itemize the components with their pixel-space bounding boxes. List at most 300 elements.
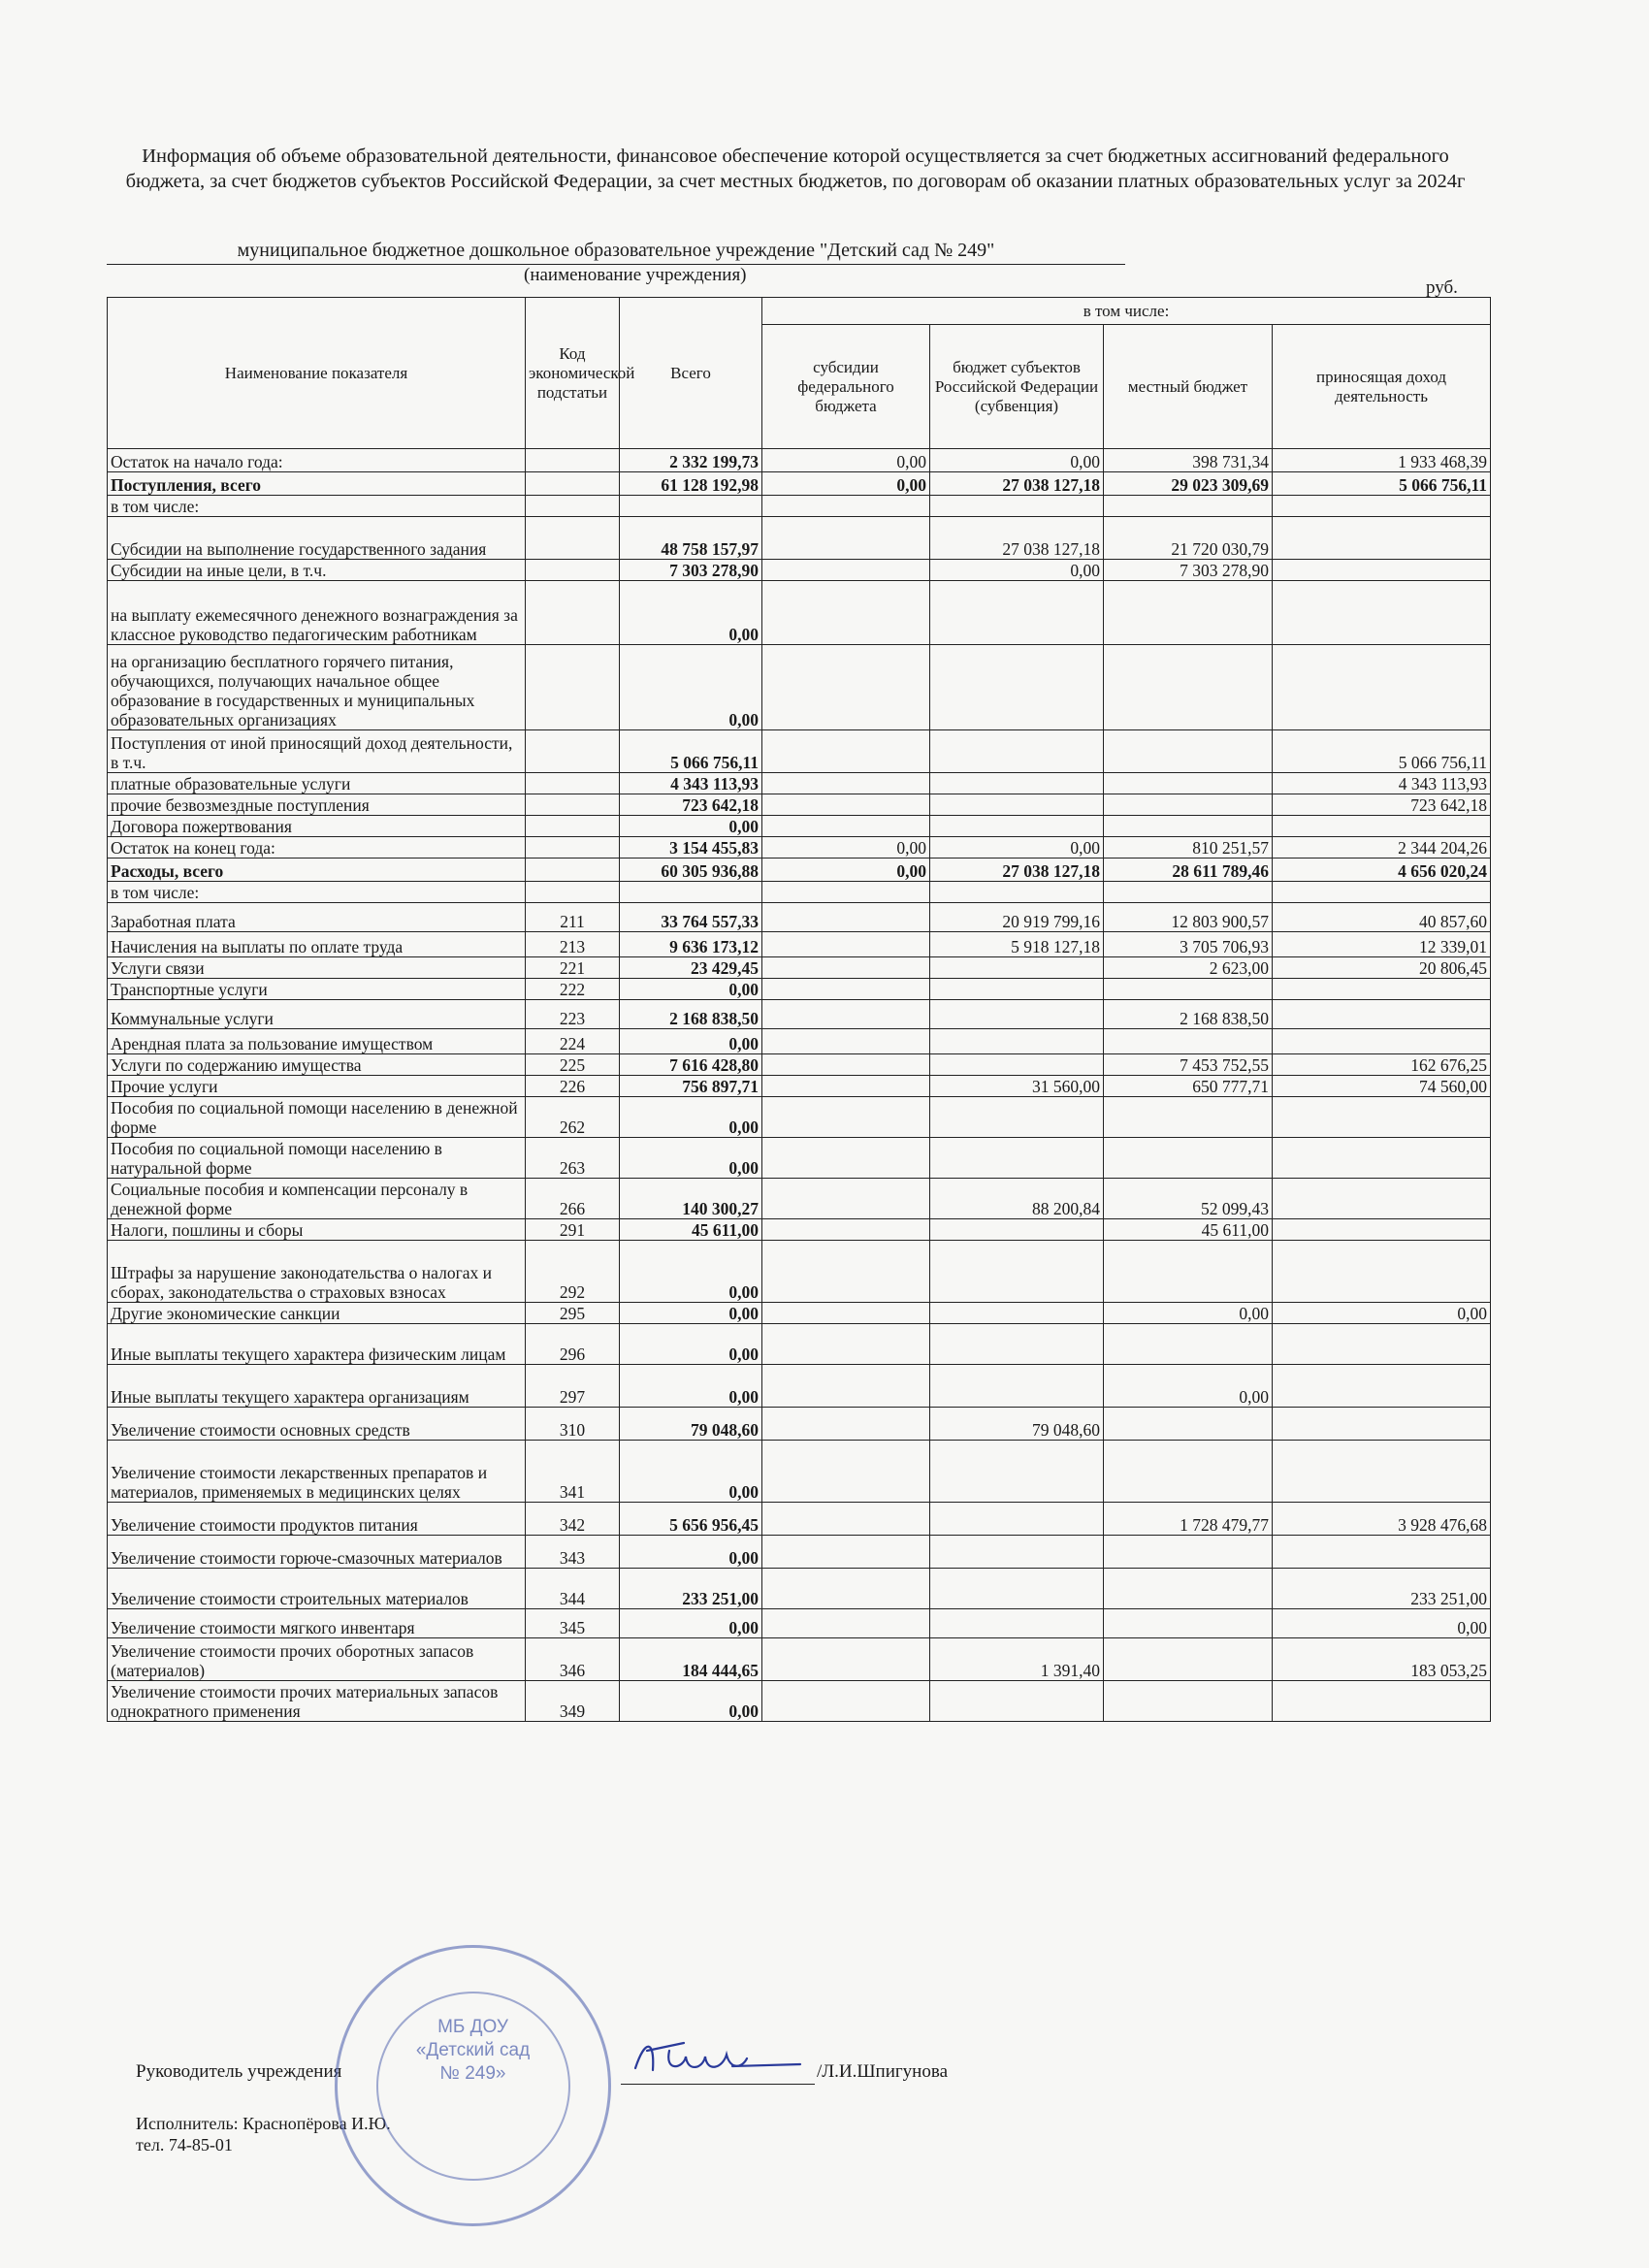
cell-regional xyxy=(930,581,1104,645)
cell-code: 211 xyxy=(526,903,620,932)
table-row xyxy=(108,1241,1491,1303)
header-including: в том числе: xyxy=(762,298,1491,325)
cell-total: 0,00 xyxy=(620,1441,762,1503)
cell-income xyxy=(1273,1408,1491,1441)
cell-name: Иные выплаты текущего характера физическим лицам xyxy=(108,1324,526,1365)
cell-total: 0,00 xyxy=(620,1303,762,1324)
cell-total xyxy=(620,882,762,903)
cell-federal xyxy=(762,1536,930,1569)
cell-regional: 0,00 xyxy=(930,837,1104,859)
cell-regional: 27 038 127,18 xyxy=(930,859,1104,882)
cell-name: Расходы, всего xyxy=(108,859,526,882)
currency-unit: руб. xyxy=(1426,277,1458,298)
cell-name: Субсидии на выполнение государственного задания xyxy=(108,517,526,560)
executor-name: Исполнитель: Краснопёрова И.Ю. xyxy=(136,2114,391,2133)
table-row xyxy=(108,903,1491,932)
cell-code xyxy=(526,472,620,496)
cell-income xyxy=(1273,1138,1491,1179)
cell-federal xyxy=(762,1638,930,1681)
table-row xyxy=(108,1138,1491,1179)
table-row xyxy=(108,1681,1491,1722)
cell-regional: 5 918 127,18 xyxy=(930,932,1104,957)
table-row xyxy=(108,1536,1491,1569)
cell-total: 23 429,45 xyxy=(620,957,762,979)
cell-code: 297 xyxy=(526,1365,620,1408)
cell-name: Пособия по социальной помощи населению в натуральной форме xyxy=(108,1138,526,1179)
cell-total: 0,00 xyxy=(620,1365,762,1408)
table-row xyxy=(108,1324,1491,1365)
cell-federal xyxy=(762,1503,930,1536)
cell-income xyxy=(1273,1179,1491,1219)
cell-code: 343 xyxy=(526,1536,620,1569)
table-row xyxy=(108,859,1491,882)
cell-local xyxy=(1104,1408,1273,1441)
cell-regional xyxy=(930,1569,1104,1609)
cell-income xyxy=(1273,1241,1491,1303)
cell-name: Услуги связи xyxy=(108,957,526,979)
table-row xyxy=(108,1638,1491,1681)
cell-income: 12 339,01 xyxy=(1273,932,1491,957)
cell-name: Субсидии на иные цели, в т.ч. xyxy=(108,560,526,581)
cell-code: 291 xyxy=(526,1219,620,1241)
cell-federal xyxy=(762,517,930,560)
cell-regional xyxy=(930,1441,1104,1503)
cell-local xyxy=(1104,1569,1273,1609)
cell-federal xyxy=(762,1303,930,1324)
cell-regional: 79 048,60 xyxy=(930,1408,1104,1441)
table-row xyxy=(108,957,1491,979)
cell-federal xyxy=(762,1054,930,1076)
cell-total: 7 616 428,80 xyxy=(620,1054,762,1076)
cell-name: Увеличение стоимости продуктов питания xyxy=(108,1503,526,1536)
cell-regional xyxy=(930,1029,1104,1054)
cell-income: 183 053,25 xyxy=(1273,1638,1491,1681)
cell-regional xyxy=(930,773,1104,794)
table-row xyxy=(108,1408,1491,1441)
cell-federal xyxy=(762,1324,930,1365)
cell-total xyxy=(620,496,762,517)
cell-regional xyxy=(930,1324,1104,1365)
cell-code xyxy=(526,859,620,882)
cell-income xyxy=(1273,581,1491,645)
cell-name: Увеличение стоимости прочих оборотных запасов (материалов) xyxy=(108,1638,526,1681)
cell-name: прочие безвозмездные поступления xyxy=(108,794,526,816)
cell-local xyxy=(1104,1241,1273,1303)
cell-income: 5 066 756,11 xyxy=(1273,730,1491,773)
cell-code: 266 xyxy=(526,1179,620,1219)
table-row xyxy=(108,979,1491,1000)
cell-federal: 0,00 xyxy=(762,859,930,882)
cell-code: 262 xyxy=(526,1097,620,1138)
cell-regional xyxy=(930,1503,1104,1536)
cell-income: 0,00 xyxy=(1273,1609,1491,1638)
cell-code: 310 xyxy=(526,1408,620,1441)
cell-local: 1 728 479,77 xyxy=(1104,1503,1273,1536)
cell-code: 292 xyxy=(526,1241,620,1303)
cell-name: Увеличение стоимости горюче-смазочных материалов xyxy=(108,1536,526,1569)
cell-name: в том числе: xyxy=(108,882,526,903)
cell-total: 0,00 xyxy=(620,1681,762,1722)
cell-total: 2 168 838,50 xyxy=(620,1000,762,1029)
cell-total: 0,00 xyxy=(620,1097,762,1138)
cell-local: 45 611,00 xyxy=(1104,1219,1273,1241)
cell-regional xyxy=(930,816,1104,837)
cell-total: 0,00 xyxy=(620,979,762,1000)
cell-income xyxy=(1273,1441,1491,1503)
cell-local: 21 720 030,79 xyxy=(1104,517,1273,560)
cell-name: Услуги по содержанию имущества xyxy=(108,1054,526,1076)
table-row xyxy=(108,560,1491,581)
cell-regional xyxy=(930,1138,1104,1179)
cell-name: платные образовательные услуги xyxy=(108,773,526,794)
table-row xyxy=(108,645,1491,730)
cell-total: 61 128 192,98 xyxy=(620,472,762,496)
cell-code xyxy=(526,730,620,773)
cell-code: 222 xyxy=(526,979,620,1000)
table-row xyxy=(108,1365,1491,1408)
cell-regional: 27 038 127,18 xyxy=(930,517,1104,560)
cell-local: 28 611 789,46 xyxy=(1104,859,1273,882)
cell-federal xyxy=(762,1365,930,1408)
cell-regional: 0,00 xyxy=(930,449,1104,472)
cell-code: 349 xyxy=(526,1681,620,1722)
cell-regional xyxy=(930,1097,1104,1138)
table-row xyxy=(108,1097,1491,1138)
cell-total: 184 444,65 xyxy=(620,1638,762,1681)
cell-code xyxy=(526,496,620,517)
cell-regional xyxy=(930,882,1104,903)
table-row xyxy=(108,773,1491,794)
cell-regional: 20 919 799,16 xyxy=(930,903,1104,932)
finance-table xyxy=(107,297,1491,1722)
cell-local xyxy=(1104,773,1273,794)
table-row xyxy=(108,1000,1491,1029)
cell-total: 0,00 xyxy=(620,645,762,730)
manager-name: /Л.И.Шпигунова xyxy=(817,2061,949,2082)
cell-total: 9 636 173,12 xyxy=(620,932,762,957)
cell-income xyxy=(1273,645,1491,730)
cell-local xyxy=(1104,794,1273,816)
cell-total: 0,00 xyxy=(620,1138,762,1179)
cell-income xyxy=(1273,1324,1491,1365)
cell-local: 0,00 xyxy=(1104,1365,1273,1408)
cell-total: 5 066 756,11 xyxy=(620,730,762,773)
cell-code xyxy=(526,581,620,645)
cell-total: 48 758 157,97 xyxy=(620,517,762,560)
cell-federal xyxy=(762,1097,930,1138)
cell-name: Увеличение стоимости основных средств xyxy=(108,1408,526,1441)
cell-federal xyxy=(762,1681,930,1722)
cell-local: 7 303 278,90 xyxy=(1104,560,1273,581)
cell-name: Другие экономические санкции xyxy=(108,1303,526,1324)
cell-total: 0,00 xyxy=(620,1536,762,1569)
cell-income xyxy=(1273,1681,1491,1722)
cell-income xyxy=(1273,517,1491,560)
cell-code xyxy=(526,816,620,837)
cell-code: 263 xyxy=(526,1138,620,1179)
cell-income: 4 343 113,93 xyxy=(1273,773,1491,794)
table-row xyxy=(108,1076,1491,1097)
signature-line xyxy=(621,2084,815,2085)
cell-regional xyxy=(930,730,1104,773)
cell-federal xyxy=(762,816,930,837)
table-row xyxy=(108,794,1491,816)
manager-label: Руководитель учреждения xyxy=(136,2061,342,2082)
header-local: местный бюджет xyxy=(1104,325,1273,449)
cell-total: 233 251,00 xyxy=(620,1569,762,1609)
document-title: Информация об объеме образовательной деятельности, финансовое обеспечение которой осуществляется за счет бюджетных ассигнований федерального бюджета, за счет бюджетов субъектов Российской Федерации, за счет местных бюджетов, по договорам об оказании платных образовательных услуг за 2024г xyxy=(125,146,1466,192)
cell-income xyxy=(1273,1029,1491,1054)
cell-regional xyxy=(930,1681,1104,1722)
cell-total: 7 303 278,90 xyxy=(620,560,762,581)
cell-federal xyxy=(762,1076,930,1097)
cell-federal xyxy=(762,560,930,581)
cell-income: 162 676,25 xyxy=(1273,1054,1491,1076)
cell-code: 342 xyxy=(526,1503,620,1536)
cell-local: 12 803 900,57 xyxy=(1104,903,1273,932)
cell-total: 33 764 557,33 xyxy=(620,903,762,932)
cell-federal xyxy=(762,794,930,816)
cell-name: Прочие услуги xyxy=(108,1076,526,1097)
table-row xyxy=(108,837,1491,859)
cell-name: Поступления, всего xyxy=(108,472,526,496)
cell-local xyxy=(1104,1681,1273,1722)
cell-code xyxy=(526,517,620,560)
cell-code xyxy=(526,449,620,472)
cell-income: 40 857,60 xyxy=(1273,903,1491,932)
cell-code: 346 xyxy=(526,1638,620,1681)
cell-federal xyxy=(762,581,930,645)
cell-regional: 31 560,00 xyxy=(930,1076,1104,1097)
table-row xyxy=(108,449,1491,472)
header-federal: субсидии федерального бюджета xyxy=(762,325,930,449)
stamp-text: МБ ДОУ «Детский сад № 249» xyxy=(415,2017,531,2084)
cell-income: 233 251,00 xyxy=(1273,1569,1491,1609)
table-row xyxy=(108,496,1491,517)
cell-code: 225 xyxy=(526,1054,620,1076)
cell-total: 0,00 xyxy=(620,1324,762,1365)
cell-code: 213 xyxy=(526,932,620,957)
executor-phone: тел. 74-85-01 xyxy=(136,2135,233,2155)
cell-total: 4 343 113,93 xyxy=(620,773,762,794)
cell-name: Коммунальные услуги xyxy=(108,1000,526,1029)
cell-income: 20 806,45 xyxy=(1273,957,1491,979)
cell-regional: 1 391,40 xyxy=(930,1638,1104,1681)
cell-total: 79 048,60 xyxy=(620,1408,762,1441)
table-row xyxy=(108,1609,1491,1638)
cell-regional xyxy=(930,645,1104,730)
cell-local xyxy=(1104,645,1273,730)
table-row xyxy=(108,517,1491,560)
cell-local xyxy=(1104,1536,1273,1569)
cell-regional xyxy=(930,957,1104,979)
cell-total: 0,00 xyxy=(620,1609,762,1638)
cell-income: 723 642,18 xyxy=(1273,794,1491,816)
cell-income: 2 344 204,26 xyxy=(1273,837,1491,859)
cell-code xyxy=(526,794,620,816)
cell-code: 226 xyxy=(526,1076,620,1097)
cell-total: 756 897,71 xyxy=(620,1076,762,1097)
cell-local: 2 623,00 xyxy=(1104,957,1273,979)
cell-local: 398 731,34 xyxy=(1104,449,1273,472)
cell-local: 52 099,43 xyxy=(1104,1179,1273,1219)
cell-income: 1 933 468,39 xyxy=(1273,449,1491,472)
cell-local xyxy=(1104,882,1273,903)
cell-federal xyxy=(762,882,930,903)
cell-total: 0,00 xyxy=(620,816,762,837)
table-row xyxy=(108,730,1491,773)
cell-regional xyxy=(930,1536,1104,1569)
cell-code: 224 xyxy=(526,1029,620,1054)
cell-federal xyxy=(762,1219,930,1241)
table-row xyxy=(108,1441,1491,1503)
cell-federal xyxy=(762,1138,930,1179)
cell-local xyxy=(1104,730,1273,773)
table-row xyxy=(108,1029,1491,1054)
cell-name: Арендная плата за пользование имуществом xyxy=(108,1029,526,1054)
cell-code xyxy=(526,837,620,859)
cell-name: Остаток на начало года: xyxy=(108,449,526,472)
cell-federal xyxy=(762,496,930,517)
cell-total: 0,00 xyxy=(620,1241,762,1303)
cell-federal: 0,00 xyxy=(762,472,930,496)
cell-name: Штрафы за нарушение законодательства о налогах и сборах, законодательства о страховых взносах xyxy=(108,1241,526,1303)
table-row xyxy=(108,1303,1491,1324)
cell-regional xyxy=(930,979,1104,1000)
cell-code xyxy=(526,773,620,794)
organization-caption: (наименование учреждения) xyxy=(524,265,747,285)
cell-regional: 27 038 127,18 xyxy=(930,472,1104,496)
cell-code: 295 xyxy=(526,1303,620,1324)
cell-code: 221 xyxy=(526,957,620,979)
cell-income xyxy=(1273,1365,1491,1408)
cell-name: Транспортные услуги xyxy=(108,979,526,1000)
organization-stamp xyxy=(335,1945,611,2226)
cell-regional xyxy=(930,1609,1104,1638)
organization-name: муниципальное бюджетное дошкольное образовательное учреждение "Детский сад № 249" xyxy=(107,239,1125,265)
cell-name: Пособия по социальной помощи населению в денежной форме xyxy=(108,1097,526,1138)
cell-total: 3 154 455,83 xyxy=(620,837,762,859)
cell-income: 74 560,00 xyxy=(1273,1076,1491,1097)
cell-federal xyxy=(762,1029,930,1054)
cell-name: Поступления от иной приносящий доход деятельности, в т.ч. xyxy=(108,730,526,773)
cell-code: 341 xyxy=(526,1441,620,1503)
cell-total: 723 642,18 xyxy=(620,794,762,816)
cell-local xyxy=(1104,1324,1273,1365)
table-row xyxy=(108,932,1491,957)
cell-federal xyxy=(762,1408,930,1441)
cell-federal xyxy=(762,645,930,730)
cell-local: 7 453 752,55 xyxy=(1104,1054,1273,1076)
table-row xyxy=(108,1503,1491,1536)
cell-local: 29 023 309,69 xyxy=(1104,472,1273,496)
table-row xyxy=(108,1569,1491,1609)
header-total: Всего xyxy=(620,298,762,449)
cell-federal xyxy=(762,1179,930,1219)
cell-income xyxy=(1273,1097,1491,1138)
cell-total: 0,00 xyxy=(620,581,762,645)
cell-local: 810 251,57 xyxy=(1104,837,1273,859)
cell-code: 296 xyxy=(526,1324,620,1365)
cell-income: 0,00 xyxy=(1273,1303,1491,1324)
cell-name: Увеличение стоимости строительных материалов xyxy=(108,1569,526,1609)
cell-total: 2 332 199,73 xyxy=(620,449,762,472)
cell-income xyxy=(1273,882,1491,903)
table-row xyxy=(108,882,1491,903)
cell-name: Договора пожертвования xyxy=(108,816,526,837)
cell-income xyxy=(1273,1000,1491,1029)
cell-regional xyxy=(930,496,1104,517)
cell-code xyxy=(526,560,620,581)
cell-federal xyxy=(762,932,930,957)
cell-local xyxy=(1104,1097,1273,1138)
cell-name: в том числе: xyxy=(108,496,526,517)
cell-local xyxy=(1104,1638,1273,1681)
cell-federal xyxy=(762,957,930,979)
cell-name: Налоги, пошлины и сборы xyxy=(108,1219,526,1241)
table-row xyxy=(108,1219,1491,1241)
cell-federal: 0,00 xyxy=(762,837,930,859)
table-row xyxy=(108,581,1491,645)
cell-regional: 0,00 xyxy=(930,560,1104,581)
cell-name: на выплату ежемесячного денежного вознаграждения за классное руководство педагогическим работникам xyxy=(108,581,526,645)
cell-income xyxy=(1273,496,1491,517)
cell-local xyxy=(1104,816,1273,837)
cell-local xyxy=(1104,496,1273,517)
table-row xyxy=(108,1179,1491,1219)
cell-federal xyxy=(762,773,930,794)
cell-federal: 0,00 xyxy=(762,449,930,472)
cell-name: Социальные пособия и компенсации персоналу в денежной форме xyxy=(108,1179,526,1219)
header-regional: бюджет субъектов Российской Федерации (субвенция) xyxy=(930,325,1104,449)
cell-code xyxy=(526,882,620,903)
cell-federal xyxy=(762,903,930,932)
cell-income xyxy=(1273,560,1491,581)
header-code: Код экономической подстатьи xyxy=(526,298,620,449)
cell-name: на организацию бесплатного горячего питания, обучающихся, получающих начальное общее образование в государственных и муниципальных образовательных организациях xyxy=(108,645,526,730)
table-row xyxy=(108,472,1491,496)
cell-local xyxy=(1104,979,1273,1000)
cell-name: Увеличение стоимости лекарственных препаратов и материалов, применяемых в медицинских целях xyxy=(108,1441,526,1503)
cell-local: 650 777,71 xyxy=(1104,1076,1273,1097)
cell-code: 344 xyxy=(526,1569,620,1609)
cell-code: 223 xyxy=(526,1000,620,1029)
cell-income: 4 656 020,24 xyxy=(1273,859,1491,882)
cell-local: 2 168 838,50 xyxy=(1104,1000,1273,1029)
cell-federal xyxy=(762,1441,930,1503)
cell-name: Увеличение стоимости прочих материальных запасов однократного применения xyxy=(108,1681,526,1722)
cell-regional xyxy=(930,1000,1104,1029)
cell-regional xyxy=(930,1241,1104,1303)
cell-code xyxy=(526,645,620,730)
cell-name: Заработная плата xyxy=(108,903,526,932)
cell-local xyxy=(1104,1029,1273,1054)
cell-regional xyxy=(930,1365,1104,1408)
cell-total: 45 611,00 xyxy=(620,1219,762,1241)
cell-regional: 88 200,84 xyxy=(930,1179,1104,1219)
cell-local: 3 705 706,93 xyxy=(1104,932,1273,957)
cell-name: Увеличение стоимости мягкого инвентаря xyxy=(108,1609,526,1638)
cell-federal xyxy=(762,979,930,1000)
cell-federal xyxy=(762,1241,930,1303)
cell-local xyxy=(1104,1609,1273,1638)
cell-total: 140 300,27 xyxy=(620,1179,762,1219)
cell-income xyxy=(1273,1219,1491,1241)
cell-federal xyxy=(762,1609,930,1638)
header-income: приносящая доход деятельность xyxy=(1273,325,1491,449)
cell-regional xyxy=(930,1054,1104,1076)
cell-code: 345 xyxy=(526,1609,620,1638)
